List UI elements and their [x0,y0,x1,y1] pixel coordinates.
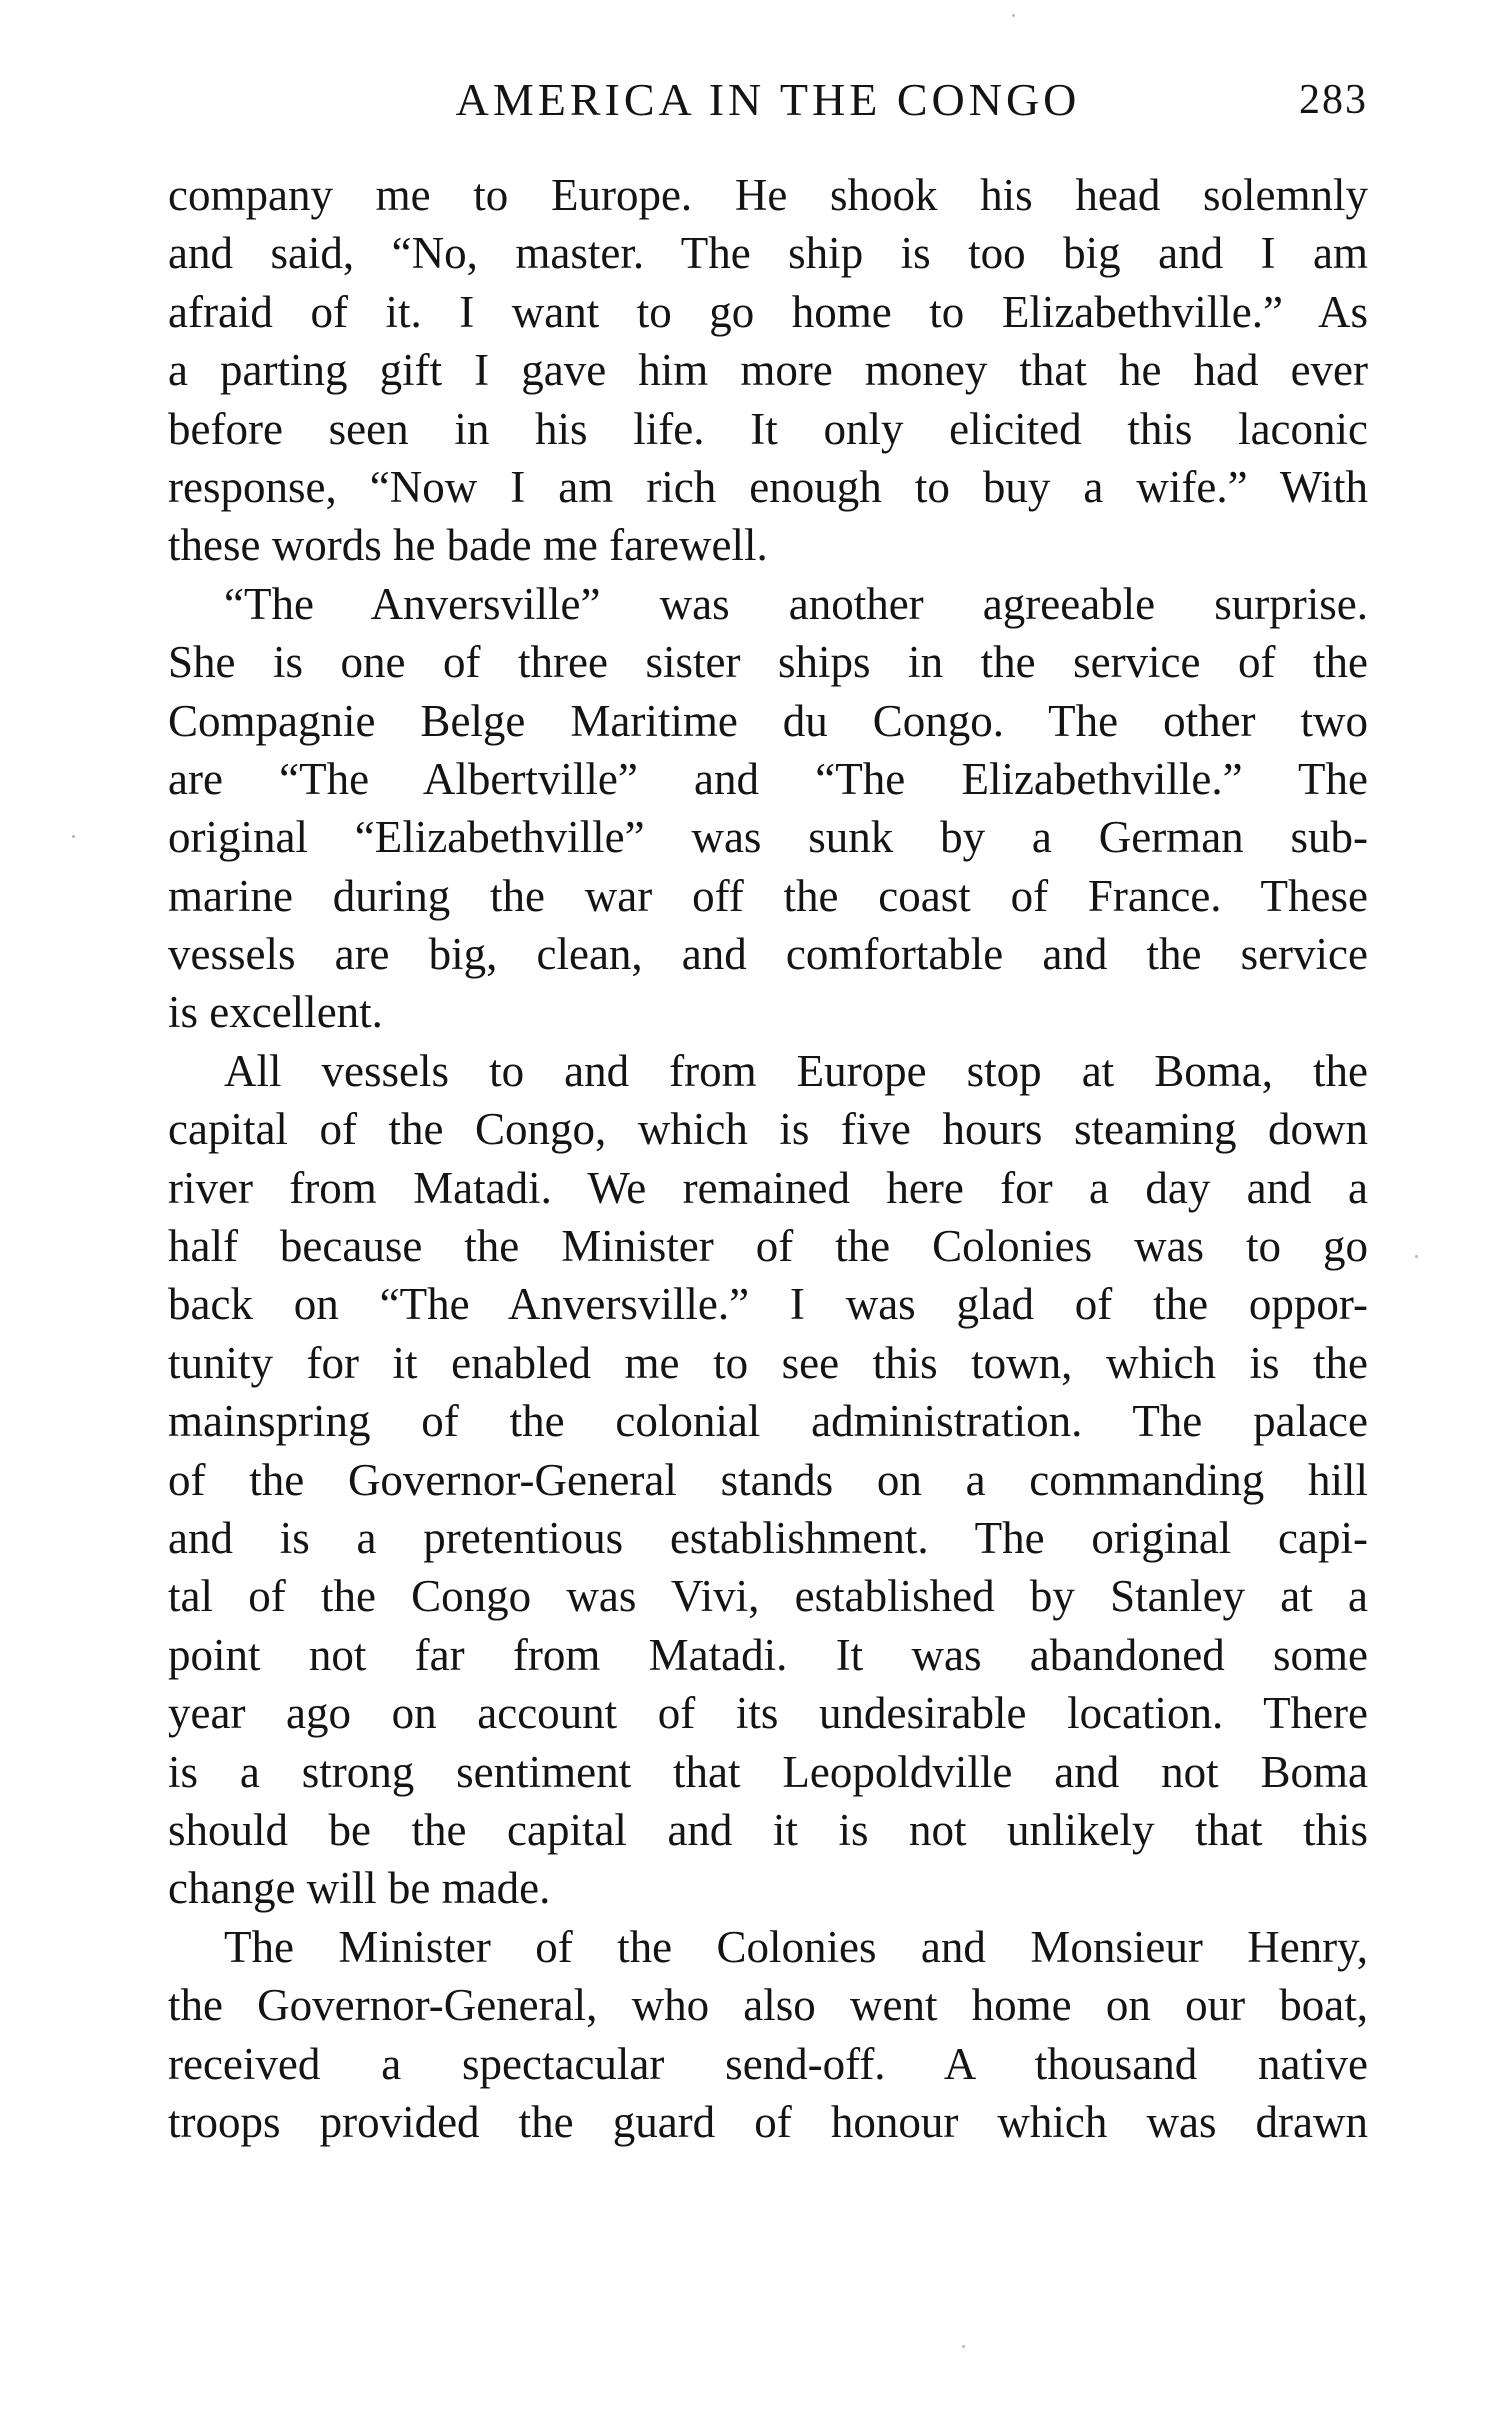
body-text [168,166,1368,2151]
text-line: is excellent. [168,987,383,1038]
paper-speck [962,2345,965,2348]
text-line: and said, “No, master. The ship is too big and I am [168,228,1368,279]
running-head-title: AMERICA IN THE CONGO [455,74,1081,125]
text-line: vessels are big, clean, and comfortable and the service [168,929,1368,980]
text-line: of the Governor-General stands on a commanding hill [168,1454,1368,1505]
text-line: She is one of three sister ships in the service of the [168,637,1368,688]
paper-speck [72,835,75,838]
text-line: point not far from Matadi. It was abandoned some [168,1629,1368,1680]
text-line: original “Elizabethville” was sunk by a German sub- [168,812,1368,863]
text-line: company me to Europe. He shook his head solemnly [168,170,1368,220]
text-line: Compagnie Belge Maritime du Congo. The other two [168,695,1368,746]
running-head [168,70,1368,130]
text-line: before seen in his life. It only elicited this laconic [168,403,1368,454]
text-line: The Minister of the Colonies and Monsieur Henry, [224,1921,1368,1972]
paper-speck [1415,1255,1418,1258]
text-line: is a strong sentiment that Leopoldville and not Boma [168,1746,1368,1797]
text-line: afraid of it. I want to go home to Elizabethville.” As [168,286,1368,337]
text-line: All vessels to and from Europe stop at Boma, the [224,1045,1368,1096]
text-line: mainspring of the colonial administration. The palace [168,1396,1368,1447]
text-line: and is a pretentious establishment. The original capi- [168,1512,1368,1563]
text-line: change will be made. [168,1863,551,1914]
text-line: “The Anversville” was another agreeable surprise. [224,578,1368,629]
text-line: received a spectacular send-off. A thousand native [168,2038,1368,2089]
text-line: back on “The Anversville.” I was glad of the oppor- [168,1279,1368,1330]
text-line: tunity for it enabled me to see this town, which is the [168,1337,1368,1388]
text-line: these words he bade me farewell. [168,520,768,571]
text-line: response, “Now I am rich enough to buy a wife.” With [168,461,1368,512]
text-line: year ago on account of its undesirable location. There [168,1688,1368,1739]
text-line: marine during the war off the coast of France. These [168,870,1368,921]
text-line: troops provided the guard of honour which was drawn [168,2096,1368,2147]
text-line: river from Matadi. We remained here for a day and a [168,1162,1368,1213]
text-line: capital of the Congo, which is five hours steaming down [168,1104,1368,1155]
text-line: are “The Albertville” and “The Elizabethville.” The [168,753,1368,804]
text-line: a parting gift I gave him more money that he had ever [168,345,1368,396]
paper-speck [1012,14,1015,17]
text-line: half because the Minister of the Colonies was to go [168,1221,1368,1272]
text-line: tal of the Congo was Vivi, established by Stanley at a [168,1571,1368,1622]
page-number: 283 [1299,77,1368,123]
text-line: the Governor-General, who also went home on our boat, [168,1980,1368,2031]
text-line: should be the capital and it is not unlikely that this [168,1804,1368,1855]
